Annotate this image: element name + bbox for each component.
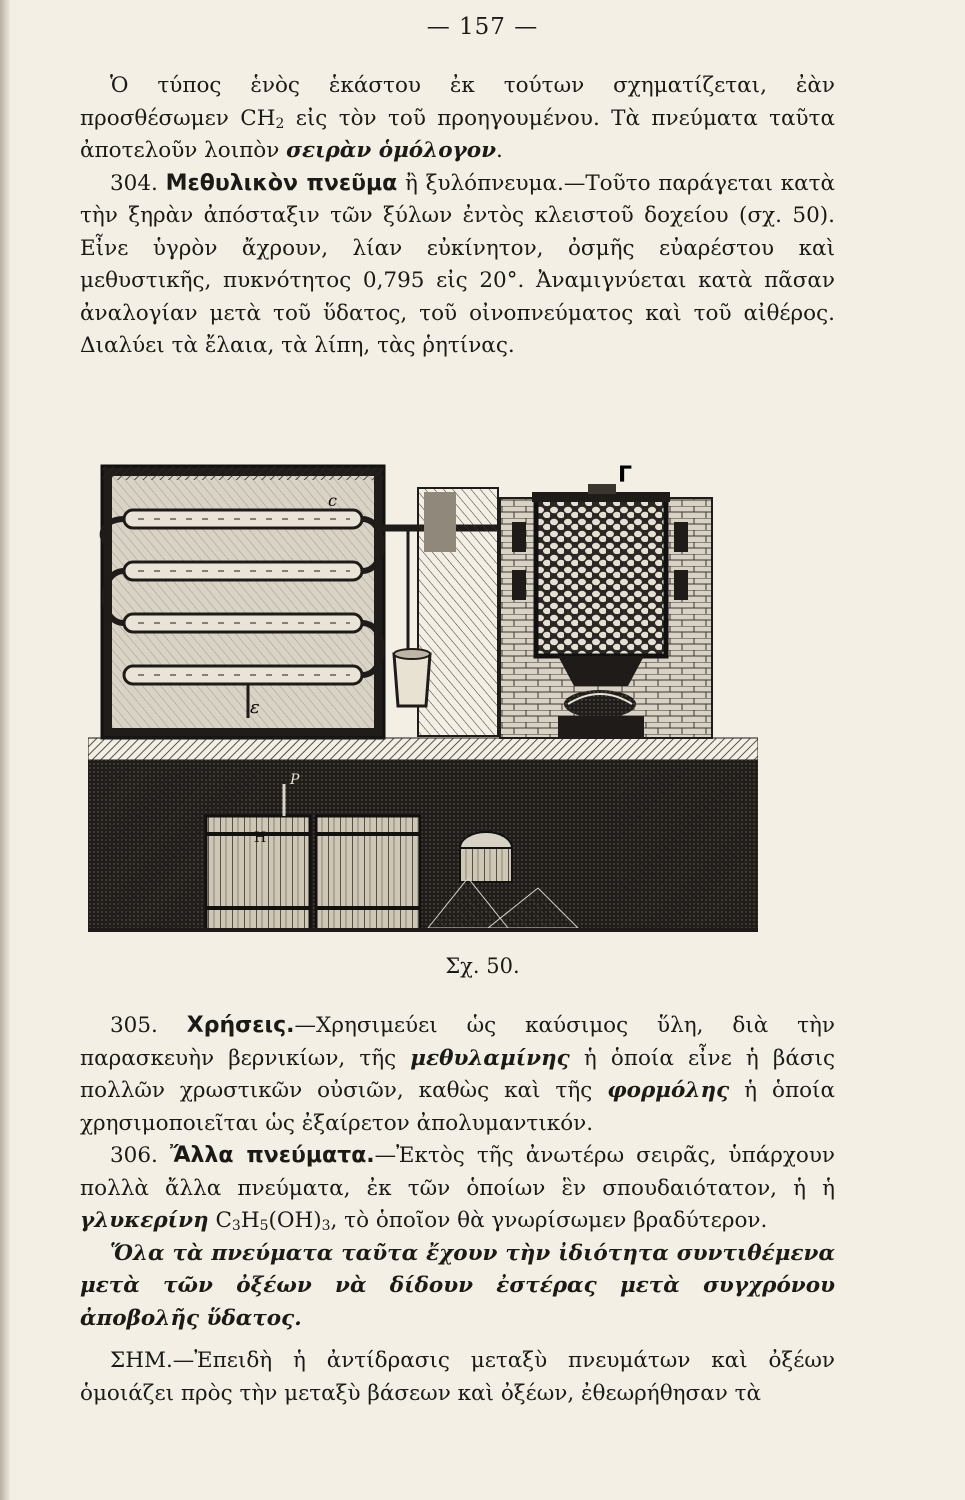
section-306 <box>80 1140 835 1238</box>
section-304-body: ἢ ξυλόπνευμα.—Τοῦτο παράγεται κατὰ τὴν ξηρὰν ἀπόσταξιν τῶν ξύλων ἐντὸς κλειστοῦ δοχείου (σχ. 50). Εἶνε ὑγρὸν ἄχρουν, λίαν εὐκίνητον, ὀσμῆς εὐαρέστου καὶ μεθυστικῆς, πυκνότητος 0,795 εἰς 20°. Ἀναμιγνύεται κατὰ πᾶσαν ἀναλογίαν μετὰ τοῦ ὕδατος, τοῦ οἰνοπνεύματος καὶ τοῦ αἰθέρος. Διαλύει τὰ ἔλαια, τὰ λίπη, τὰς ῥητίνας. <box>80 170 835 358</box>
formula-part-h: H <box>240 1208 260 1233</box>
top-text-block <box>80 70 835 363</box>
section-306-text-1: —Ἐκτὸς τῆς ἀνωτέρω σειρᾶς, ὑπάρχουν πολλὰ ἄλλα πνεύματα, ἐκ τῶν ὁποίων ἓν σπουδαιότατον, ἡ ἡ <box>80 1143 835 1201</box>
condenser-tank <box>102 466 384 738</box>
section-305-text-2: ἡ ὁποία εἶνε ἡ βάσις πολλῶν χρωστικῶν οὐσιῶν, καθὼς καὶ τῆς <box>80 1045 835 1103</box>
intro-paragraph <box>80 70 835 168</box>
formula-sub-3: 3 <box>321 1218 331 1234</box>
section-305-text-3: ἡ ὁποία χρησιμοποιεῖται ὡς ἐξαίρετον ἀπολυμαντικόν. <box>80 1078 835 1136</box>
intro-emphasis: σειρὰν ὁμόλογον <box>286 138 497 163</box>
formula-sub-2: 5 <box>259 1218 269 1234</box>
figure-label-eta: Η <box>254 830 267 846</box>
section-306-term-glycerin: γλυκερίνη <box>80 1208 209 1233</box>
section-305-text-1: —Χρησιμεύει ὡς καύσιμος ὕλη, διὰ τὴν παρασκευὴν βερνικίων, τῆς <box>80 1013 835 1071</box>
note-paragraph: ΣΗΜ.—Ἐπειδὴ ἡ ἀντίδρασις μεταξὺ πνευμάτων καὶ ὀξέων ὁμοιάζει πρὸς τὴν μεταξὺ βάσεων καὶ ὀξέων, ἐθεωρήθησαν τὰ <box>80 1348 835 1406</box>
figure-label-gamma: Γ <box>618 463 633 488</box>
figure-distillation-apparatus <box>88 458 758 934</box>
formula-part-c: C <box>208 1208 232 1233</box>
ground-line <box>88 928 758 932</box>
section-305-term-methylamine: μεθυλαμίνης <box>410 1045 570 1071</box>
section-305-number: 305. <box>110 1013 187 1038</box>
formula-sub-1: 3 <box>231 1218 241 1234</box>
intro-text-3: . <box>496 138 503 163</box>
section-305 <box>80 1010 835 1140</box>
section-305-term-formol: φορμόλης <box>607 1078 730 1103</box>
receiver-bucket <box>394 649 430 706</box>
section-304-number: 304. <box>110 170 166 196</box>
section-306-number: 306. <box>110 1143 170 1168</box>
floor-slab <box>88 738 758 760</box>
basement <box>88 760 758 932</box>
formula-part-oh: (OH) <box>268 1208 322 1233</box>
section-304-heading: Μεθυλικὸν πνεῦμα <box>165 170 398 196</box>
figure-label-p: P <box>290 772 300 788</box>
intro-subscript: 2 <box>275 115 285 132</box>
intro-text-2: εἰς τὸν τοῦ προηγουμένου. Τὰ πνεύματα ταῦτα ἀποτελοῦν λοιπὸν <box>80 105 835 163</box>
retort-with-wood <box>532 484 670 686</box>
rule-paragraph: Ὅλα τὰ πνεύματα ταῦτα ἔχουν τὴν ἰδιότητα συντιθέμενα μετὰ τῶν ὀξέων νὰ δίδουν ἐστέρας μετὰ συγχρόνου ἀποβολῆς ὕδατος. <box>80 1240 835 1331</box>
bottom-text-block <box>80 1010 835 1410</box>
section-306-heading: Ἄλλα πνεύματα. <box>169 1143 375 1168</box>
intro-text-1: Ὁ τύπος ἑνὸς ἑκάστου ἐκ τούτων σχηματίζεται, ἐὰν προσθέσωμεν CH <box>80 73 835 131</box>
page-edge-shadow <box>0 0 10 1500</box>
figure-label-e: ε <box>250 697 260 718</box>
section-306-text-2: , τὸ ὁποῖον θὰ γνωρίσωμεν βραδύτερον. <box>330 1208 768 1233</box>
page-number: — 157 — <box>426 14 539 40</box>
figure-caption: Σχ. 50. <box>445 954 520 978</box>
figure-label-c: c <box>328 491 337 510</box>
section-305-heading: Χρήσεις. <box>186 1013 295 1038</box>
section-304 <box>80 168 835 363</box>
